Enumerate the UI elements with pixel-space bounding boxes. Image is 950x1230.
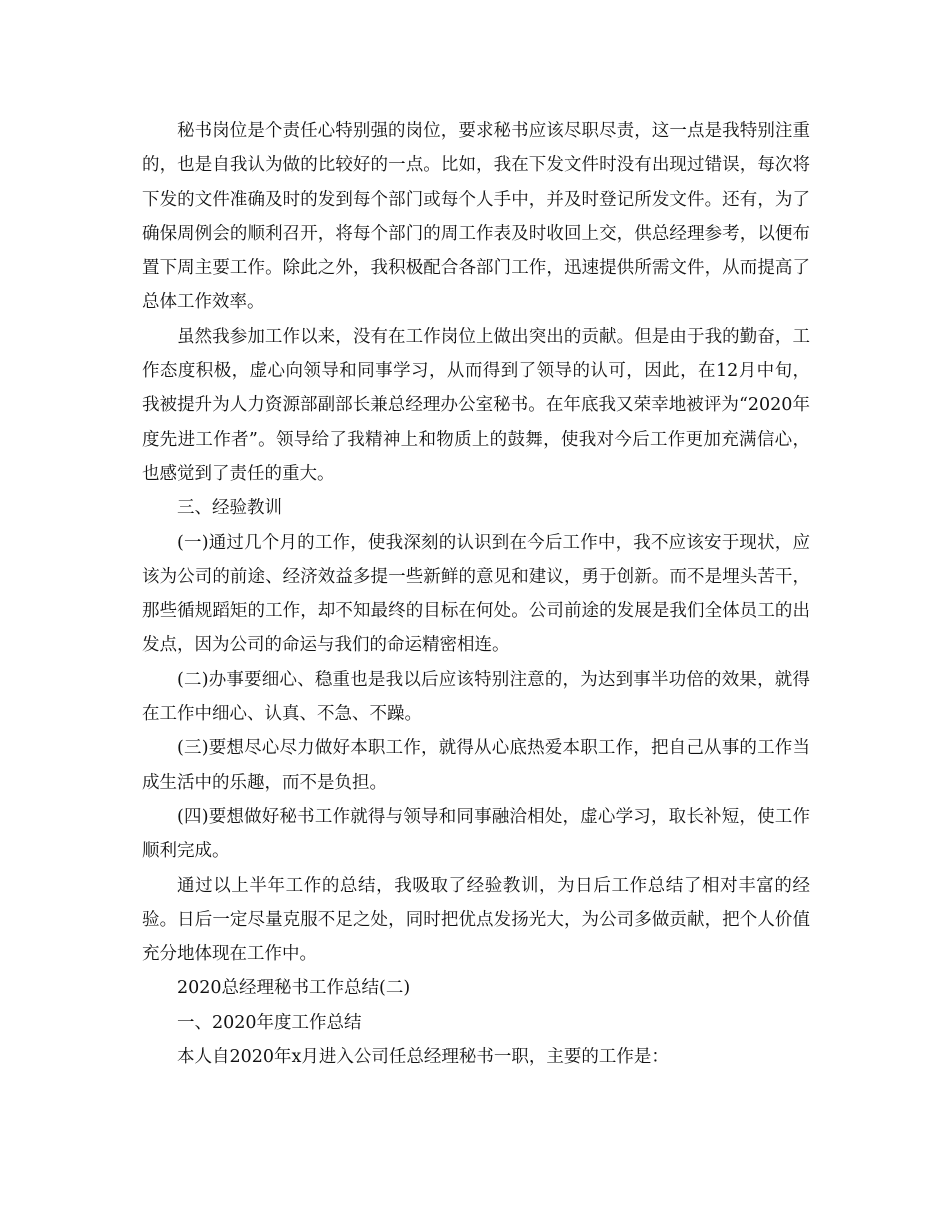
paragraph-lesson-4: (四)要想做好秘书工作就得与领导和同事融洽相处，虚心学习，取长补短，使工作顺利完成。: [142, 806, 810, 862]
paragraph-lesson-1: (一)通过几个月的工作，使我深刻的认识到在今后工作中，我不应该安于现状，应该为公司的前途、经济效益多提一些新鲜的意见和建议，勇于创新。而不是埋头苦干，那些循规蹈矩的工作，却不知最终的目标在何处。公司前途的发展是我们全体员工的出发点，因为公司的命运与我们的命运精密相连。: [142, 532, 810, 656]
paragraph-intro: 本人自2020年x月进入公司任总经理秘书一职，主要的工作是：: [177, 1047, 669, 1068]
paragraph-conclusion: 通过以上半年工作的总结，我吸取了经验教训，为日后工作总结了相对丰富的经验。日后一定尽量克服不足之处，同时把优点发扬光大，为公司多做贡献，把个人价值充分地体现在工作中。: [142, 875, 810, 965]
section-heading-lessons: 三、经验教训: [177, 498, 282, 519]
section-heading-annual-summary: 一、2020年度工作总结: [177, 1012, 362, 1033]
paragraph-promotion: 虽然我参加工作以来，没有在工作岗位上做出突出的贡献。但是由于我的勤奋，工作态度积极，虚心向领导和同事学习，从而得到了领导的认可，因此，在12月中旬，我被提升为人力资源部副部长兼总经理办公室秘书。在年底我又荣幸地被评为“2020年度先进工作者”。领导给了我精神上和物质上的鼓舞，使我对今后工作更加充满信心，也感觉到了责任的重大。: [142, 326, 810, 484]
document-subtitle: 2020总经理秘书工作总结(二): [177, 978, 411, 999]
paragraph-responsibility: 秘书岗位是个责任心特别强的岗位，要求秘书应该尽职尽责，这一点是我特别注重的，也是自我认为做的比较好的一点。比如，我在下发文件时没有出现过错误，每次将下发的文件准确及时的发到每个部门或每个人手中，并及时登记所发文件。还有，为了确保周例会的顺利召开，将每个部门的周工作表及时收回上交，供总经理参考，以便布置下周主要工作。除此之外，我积极配合各部门工作，迅速提供所需文件，从而提高了总体工作效率。: [142, 121, 810, 313]
document-body: [142, 114, 810, 1074]
paragraph-lesson-3: (三)要想尽心尽力做好本职工作，就得从心底热爱本职工作，把自己从事的工作当成生活中的乐趣，而不是负担。: [142, 738, 810, 793]
paragraph-lesson-2: (二)办事要细心、稳重也是我以后应该特别注意的，为达到事半功倍的效果，就得在工作中细心、认真、不急、不躁。: [142, 669, 810, 725]
